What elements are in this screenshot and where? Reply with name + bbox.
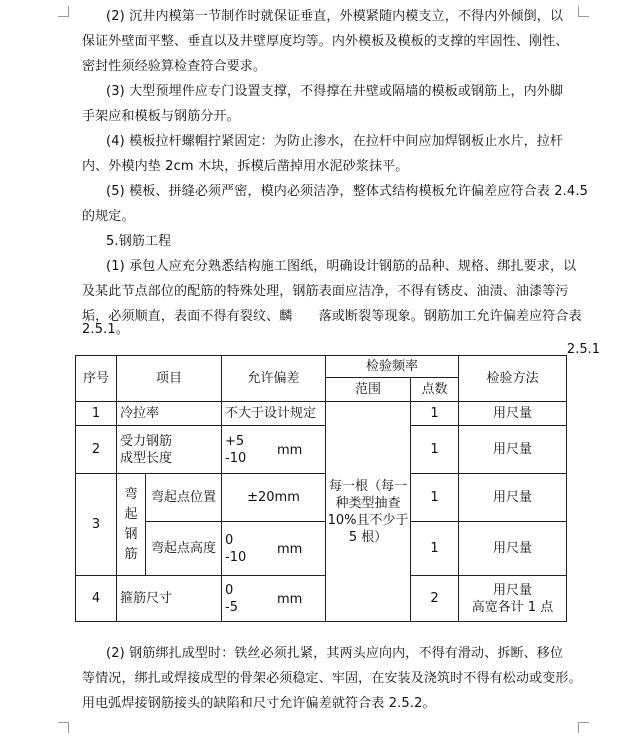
rebar-tolerance-table bbox=[75, 355, 567, 622]
text-line: (1) 承包人应充分熟悉结构施工图纸，明确设计钢筋的品种、规格、绑扎要求，以 bbox=[106, 259, 577, 274]
tolerance-unit: mm bbox=[277, 442, 303, 458]
cell-method bbox=[459, 576, 567, 622]
cell-item: 弯起点高度 bbox=[146, 522, 222, 576]
page-corner-mark bbox=[58, 722, 69, 733]
text-line: 内、外模内垫 2cm 木块，拆模后凿掉用水泥砂浆抹平。 bbox=[82, 159, 409, 174]
tolerance-minus: -10 bbox=[225, 450, 247, 466]
text-line: 垢，必须顺直，表面不得有裂纹、麟 落或断裂等现象。钢筋加工允许偏差应符合表 bbox=[82, 309, 582, 324]
text-line: (3) 大型预埋件应专门设置支撑，不得撑在井壁或隔墙的模板或钢筋上，内外脚 bbox=[106, 84, 564, 99]
range-line: 每一根（每一 bbox=[329, 478, 408, 494]
range-line: 5 根） bbox=[348, 529, 388, 545]
cell-item: 冷拉率 bbox=[117, 402, 222, 426]
header-frequency: 检验频率 bbox=[326, 356, 459, 378]
tolerance-minus: -10 bbox=[225, 549, 247, 565]
text-line: (5) 模板、拼缝必须严密，模内必须洁净，整体式结构模板允许偏差应符合表 2.4.5 bbox=[106, 184, 589, 199]
cell-points: 1 bbox=[411, 522, 459, 576]
page-corner-mark bbox=[58, 6, 69, 17]
header-range: 范围 bbox=[326, 378, 411, 402]
page-corner-mark bbox=[578, 722, 589, 733]
cell-method: 用尺量 bbox=[459, 522, 567, 576]
table-row bbox=[76, 522, 567, 576]
header-item: 项目 bbox=[117, 356, 222, 402]
tolerance-plus: 0 bbox=[225, 532, 234, 548]
text-line: 用电弧焊接钢筋接头的缺陷和尺寸允许偏差就符合表 2.5.2。 bbox=[82, 696, 436, 711]
cell-group-label bbox=[117, 474, 146, 576]
tolerance-plus: +5 bbox=[225, 433, 245, 449]
tolerance-plus: 0 bbox=[225, 582, 234, 598]
text-line: 及某此节点部位的配筋的特殊处理，钢筋表面应洁净，不得有锈皮、油渍、油漆等污 bbox=[82, 284, 569, 299]
text-line: 密封性须经验算检查符合要求。 bbox=[82, 59, 267, 74]
cell-points: 1 bbox=[411, 426, 459, 474]
table-reference: 2.5.1 bbox=[566, 342, 600, 357]
group-char: 弯 bbox=[124, 486, 138, 502]
table-row bbox=[76, 426, 567, 474]
cell-no: 2 bbox=[76, 426, 117, 474]
table-row bbox=[76, 576, 567, 622]
cell-method: 用尺量 bbox=[459, 474, 567, 522]
cell-method: 用尺量 bbox=[459, 402, 567, 426]
cell-no: 3 bbox=[76, 474, 117, 576]
text-line: (2) 沉井内模第一节制作时就保证垂直，外模紧随内模支立，不得内外倾倒，以 bbox=[106, 9, 564, 24]
tolerance-minus: -5 bbox=[225, 599, 238, 615]
tolerance-unit: mm bbox=[277, 591, 303, 607]
cell-tolerance bbox=[222, 426, 326, 474]
text-line: 的规定。 bbox=[82, 209, 135, 224]
group-char: 起 bbox=[124, 506, 138, 522]
cell-points: 2 bbox=[411, 576, 459, 622]
cell-points: 1 bbox=[411, 402, 459, 426]
text-line: 手架应和模板与钢筋分开。 bbox=[82, 109, 240, 124]
cell-tolerance bbox=[222, 576, 326, 622]
cell-no: 1 bbox=[76, 402, 117, 426]
text-line: 保证外壁面平整、垂直以及井壁厚度均等。内外模板及模板的支撑的牢固性、刚性、 bbox=[82, 34, 569, 49]
header-tolerance: 允许偏差 bbox=[222, 356, 326, 402]
header-method: 检验方法 bbox=[459, 356, 567, 402]
cell-tolerance: 不大于设计规定 bbox=[222, 402, 326, 426]
method-line: 高宽各计 1 点 bbox=[471, 599, 554, 615]
cell-item bbox=[117, 426, 222, 474]
text-line: 2.5.1。 bbox=[82, 322, 129, 337]
cell-range bbox=[326, 402, 411, 622]
text-line: (2) 钢筋绑扎成型时：铁丝必须扎紧，其两头应向内，不得有滑动、拆断、移位 bbox=[106, 646, 564, 661]
cell-points: 1 bbox=[411, 474, 459, 522]
cell-item: 箍筋尺寸 bbox=[117, 576, 222, 622]
item-line: 受力钢筋 bbox=[120, 433, 173, 449]
table-row bbox=[76, 474, 567, 522]
tolerance-unit: mm bbox=[277, 541, 303, 557]
item-line: 成型长度 bbox=[120, 450, 173, 466]
group-char: 钢 bbox=[124, 526, 138, 542]
cell-tolerance: ±20mm bbox=[222, 474, 326, 522]
group-char: 筋 bbox=[124, 546, 138, 562]
text-line: 等情况，绑扎或焊接成型的骨架必须稳定、牢固，在安装及浇筑时不得有松动或变形。 bbox=[82, 671, 582, 686]
range-line: 10%且不少于 bbox=[327, 512, 409, 528]
cell-no: 4 bbox=[76, 576, 117, 622]
cell-method: 用尺量 bbox=[459, 426, 567, 474]
method-line: 用尺量 bbox=[493, 582, 533, 598]
range-line: 种类型抽查 bbox=[335, 495, 401, 511]
header-no: 序号 bbox=[76, 356, 117, 402]
table-row bbox=[76, 402, 567, 426]
header-points: 点数 bbox=[411, 378, 459, 402]
section-heading: 5.钢筋工程 bbox=[106, 234, 172, 249]
cell-tolerance bbox=[222, 522, 326, 576]
text-line: (4) 模板拉杆螺帽拧紧固定：为防止渗水，在拉杆中间应加焊钢板止水片，拉杆 bbox=[106, 134, 564, 149]
cell-item: 弯起点位置 bbox=[146, 474, 222, 522]
